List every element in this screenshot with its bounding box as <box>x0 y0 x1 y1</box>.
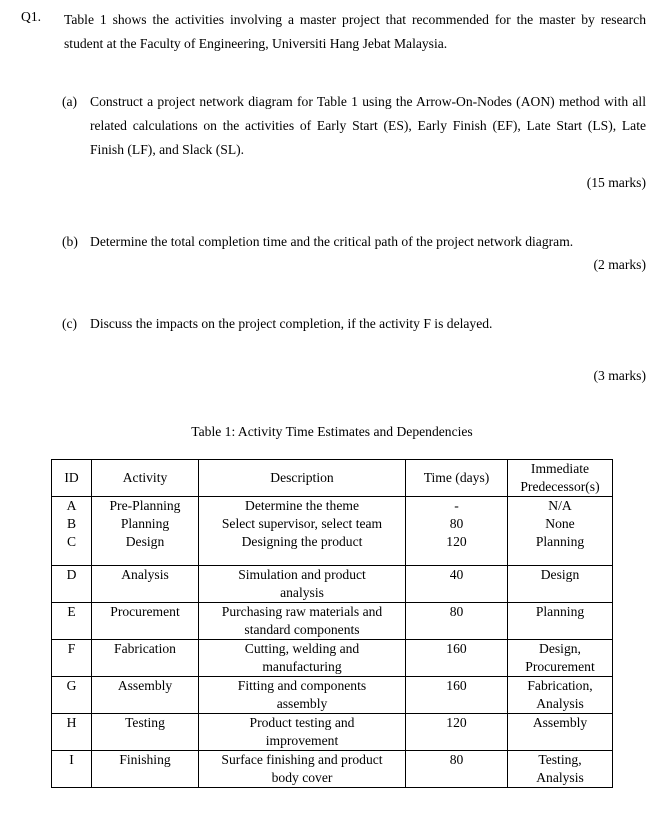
cell-id: A <box>52 497 92 516</box>
cell-description <box>199 515 406 533</box>
cell-predecessor-line: Design <box>540 567 580 582</box>
cell-activity: Pre-Planning <box>92 497 199 516</box>
part-a-marks: (15 marks) <box>586 175 646 190</box>
cell-id: I <box>52 751 92 788</box>
cell-activity: Analysis <box>92 566 199 603</box>
cell-description-line: Fitting and components <box>237 678 367 693</box>
cell-predecessor <box>508 603 613 640</box>
cell-description <box>199 566 406 603</box>
part-a <box>62 90 646 162</box>
cell-activity: Procurement <box>92 603 199 640</box>
part-c-label: (c) <box>62 316 78 331</box>
cell-description <box>199 640 406 677</box>
header-predecessor-line1: Immediate <box>530 461 590 476</box>
cell-description-line: Designing the product <box>241 534 363 549</box>
cell-time: 40 <box>406 566 508 603</box>
cell-description-line: manufacturing <box>262 659 342 674</box>
header-time: Time (days) <box>406 460 508 497</box>
cell-predecessor-line: Testing, <box>538 752 582 767</box>
table-row <box>52 515 613 533</box>
cell-description-line: analysis <box>280 585 324 600</box>
table-row <box>52 714 613 751</box>
table-row <box>52 677 613 714</box>
cell-description-line: Cutting, welding and <box>244 641 360 656</box>
cell-description <box>199 497 406 516</box>
cell-activity: Design <box>92 533 199 551</box>
header-predecessor <box>508 460 613 497</box>
activity-table <box>51 459 613 788</box>
table-caption <box>0 423 670 441</box>
cell-predecessor <box>508 677 613 714</box>
header-id: ID <box>52 460 92 497</box>
table-header-row <box>52 460 613 497</box>
cell-description <box>199 751 406 788</box>
cell-predecessor-line: Procurement <box>525 659 595 674</box>
cell-time: 160 <box>406 640 508 677</box>
cell-predecessor <box>508 497 613 516</box>
cell-description-line: assembly <box>276 696 328 711</box>
table-row <box>52 533 613 551</box>
cell-description <box>199 677 406 714</box>
part-c-text: Discuss the impacts on the project completion, if the activity F is delayed. <box>90 316 493 331</box>
cell-id: B <box>52 515 92 533</box>
cell-time: 160 <box>406 677 508 714</box>
cell-predecessor <box>508 751 613 788</box>
cell-description-line: Product testing and <box>249 715 355 730</box>
cell-time: 120 <box>406 533 508 551</box>
part-b-label: (b) <box>62 234 78 249</box>
question-number: Q1. <box>21 9 42 24</box>
cell-activity: Fabrication <box>92 640 199 677</box>
cell-activity: Planning <box>92 515 199 533</box>
cell-activity: Finishing <box>92 751 199 788</box>
part-a-label: (a) <box>62 94 78 109</box>
header-activity: Activity <box>92 460 199 497</box>
question-text: Table 1 shows the activities involving a master project that recommended for the master by research student at the Faculty of Engineering, Universiti Hang Jebat Malaysia. <box>64 12 646 51</box>
table-row <box>52 603 613 640</box>
cell-predecessor-line: Assembly <box>532 715 588 730</box>
cell-description-line: Simulation and product <box>238 567 366 582</box>
cell-predecessor-line: Fabrication, <box>527 678 593 693</box>
cell-activity: Testing <box>92 714 199 751</box>
table-row <box>52 640 613 677</box>
cell-description-line: Determine the theme <box>245 498 359 513</box>
part-b-marks: (2 marks) <box>593 257 646 272</box>
part-c-marks: (3 marks) <box>593 368 646 383</box>
cell-predecessor-line: N/A <box>548 498 572 513</box>
cell-description-line: standard components <box>244 622 360 637</box>
cell-predecessor-line: Planning <box>535 604 585 619</box>
cell-time: 80 <box>406 603 508 640</box>
cell-predecessor-line: Design, <box>539 641 581 656</box>
cell-predecessor-line: Analysis <box>536 696 584 711</box>
cell-predecessor <box>508 640 613 677</box>
cell-description <box>199 603 406 640</box>
cell-id: G <box>52 677 92 714</box>
spacer-cell <box>199 551 406 566</box>
cell-predecessor <box>508 515 613 533</box>
cell-predecessor-line: Analysis <box>536 770 584 785</box>
cell-time: - <box>406 497 508 516</box>
part-b-text: Determine the total completion time and the critical path of the project network diagram. <box>90 234 574 249</box>
part-c <box>62 312 646 336</box>
part-a-text: Construct a project network diagram for Table 1 using the Arrow-On-Nodes (AON) method with all related calculations on the activities of Early Start (ES), Early Finish (EF), Late Start (LS), Late Finish (LF), and Slack (SL). <box>90 94 646 157</box>
header-predecessor-line2: Predecessor(s) <box>520 479 600 494</box>
cell-description-line: Select supervisor, select team <box>221 516 383 531</box>
spacer-cell <box>52 551 92 566</box>
table-row <box>52 751 613 788</box>
cell-predecessor-line: Planning <box>535 534 585 549</box>
cell-id: D <box>52 566 92 603</box>
cell-activity: Assembly <box>92 677 199 714</box>
cell-predecessor-line: None <box>545 516 575 531</box>
table-row <box>52 566 613 603</box>
table-row <box>52 497 613 516</box>
cell-time: 120 <box>406 714 508 751</box>
cell-id: C <box>52 533 92 551</box>
cell-predecessor <box>508 714 613 751</box>
cell-description-line: improvement <box>265 733 339 748</box>
cell-description-line: Surface finishing and product <box>221 752 383 767</box>
spacer-cell <box>508 551 613 566</box>
cell-time: 80 <box>406 515 508 533</box>
cell-predecessor <box>508 533 613 551</box>
table-spacer-row <box>52 551 613 566</box>
cell-id: H <box>52 714 92 751</box>
header-description: Description <box>199 460 406 497</box>
cell-id: F <box>52 640 92 677</box>
cell-description <box>199 533 406 551</box>
spacer-cell <box>92 551 199 566</box>
cell-description-line: Purchasing raw materials and <box>221 604 383 619</box>
spacer-cell <box>406 551 508 566</box>
cell-description-line: body cover <box>271 770 333 785</box>
cell-predecessor <box>508 566 613 603</box>
part-b <box>62 230 646 254</box>
cell-id: E <box>52 603 92 640</box>
cell-time: 80 <box>406 751 508 788</box>
table-caption-text: Table 1: Activity Time Estimates and Dependencies <box>191 424 473 439</box>
cell-description <box>199 714 406 751</box>
